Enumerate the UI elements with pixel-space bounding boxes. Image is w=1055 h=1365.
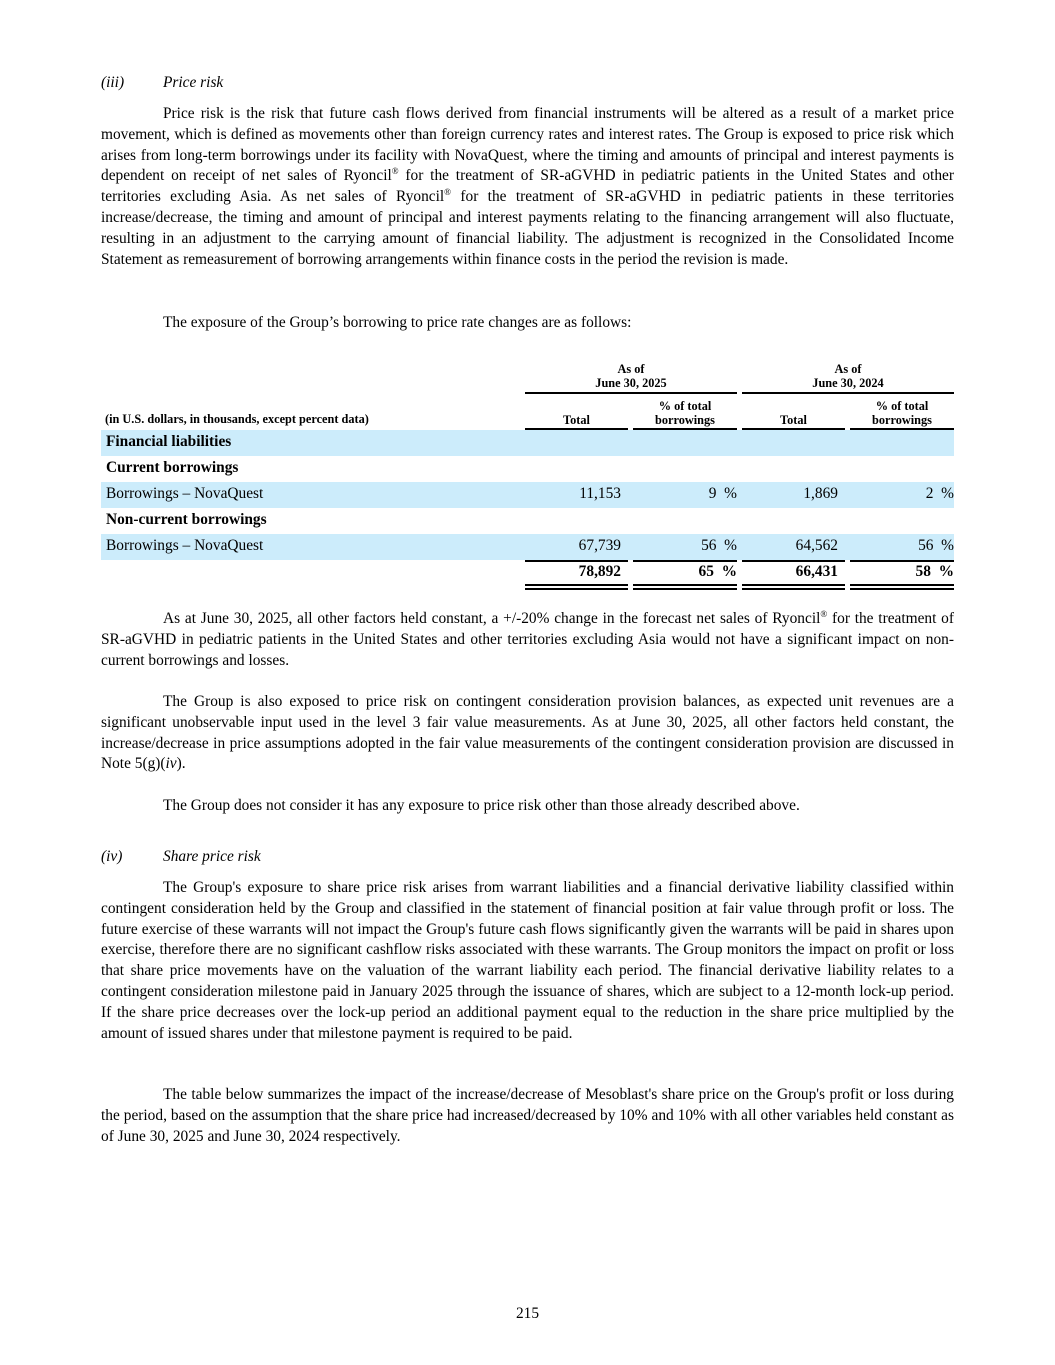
column-header-pct-2025: % of total borrowings bbox=[633, 398, 737, 430]
section-title: Share price risk bbox=[163, 848, 261, 865]
table-unit-label: (in U.S. dollars, in thousands, except percent data) bbox=[105, 412, 369, 426]
double-underline bbox=[742, 584, 845, 590]
table-row-financial-liabilities: Financial liabilities bbox=[101, 430, 954, 456]
registered-mark: ® bbox=[391, 166, 399, 177]
section-heading-price-risk bbox=[101, 74, 223, 92]
cell-total-2024: 1,869 bbox=[803, 485, 838, 502]
divider bbox=[525, 560, 628, 562]
cell-total-2025: 78,892 bbox=[578, 563, 621, 580]
section-number: (iii) bbox=[101, 74, 125, 91]
cell-pct-2025: 65 % bbox=[698, 563, 737, 580]
column-header-total-2024: Total bbox=[742, 398, 845, 430]
paragraph-no-other-exposure: The Group does not consider it has any exposure to price risk other than those already described above. bbox=[163, 797, 800, 814]
paragraph-exposure-intro: The exposure of the Group’s borrowing to price rate changes are as follows: bbox=[163, 314, 632, 331]
column-group-2024: As of June 30, 2024 bbox=[742, 362, 954, 394]
section-title: Price risk bbox=[163, 74, 224, 91]
cell-total-2024: 66,431 bbox=[795, 563, 838, 580]
column-header-total-2025: Total bbox=[525, 398, 628, 430]
cell-total-2025: 67,739 bbox=[578, 537, 621, 554]
divider bbox=[742, 560, 845, 562]
cell-pct-2025: 56 % bbox=[701, 537, 737, 554]
section-heading-share-price-risk bbox=[101, 848, 261, 866]
cell-pct-2024: 58 % bbox=[915, 563, 954, 580]
page-number: 215 bbox=[515, 1305, 540, 1322]
section-number: (iv) bbox=[101, 848, 123, 865]
table-header bbox=[101, 362, 954, 430]
double-underline bbox=[850, 584, 954, 590]
cell-total-2025: 11,153 bbox=[579, 485, 621, 502]
cell-pct-2025: 9 % bbox=[708, 485, 737, 502]
column-group-2025: As of June 30, 2025 bbox=[525, 362, 737, 394]
double-underline bbox=[525, 584, 628, 590]
paragraph-price-risk-definition: Price risk is the risk that future cash flows derived from financial instruments will be altered as a result of a market price movement, which is defined as movements other than foreign currency rates and interest rates. The Group is exposed to price risk which arises from long-term borrowings under its facility with NovaQuest, where the timing and amounts of principal and interest payments is dependent on receipt of net sales of Ryoncil® for the treatment of SR-aGVHD in pediatric patients in the United States and other territories excluding Asia. As net sales of Ryoncil® for the treatment of SR-aGVHD in pediatric patients in these territories increase/decrease, the timing and amount of principal and interest payments relating to the financing arrangement will also fluctuate, resulting in an adjustment to the carrying amount of financial liability. The adjustment is recognized in the Consolidated Income Statement as remeasurement of borrowing arrangements within finance costs in the period the revision is made. bbox=[101, 105, 954, 268]
table-row-non-current-borrowings: Non-current borrowings bbox=[106, 511, 267, 528]
registered-mark: ® bbox=[820, 609, 828, 619]
table-row-total bbox=[101, 560, 954, 586]
registered-mark: ® bbox=[444, 187, 452, 198]
cell-pct-2024: 2 % bbox=[925, 485, 954, 502]
divider bbox=[850, 560, 954, 562]
double-underline bbox=[633, 584, 737, 590]
table-row-current-borrowings: Current borrowings bbox=[106, 459, 239, 476]
paragraph-share-price-exposure: The Group's exposure to share price risk arises from warrant liabilities and a financial derivative liability classified within contingent consideration held by the Group and classified in the statement of financial position at fair value through profit or loss. The future exercise of these warrants will not impact the Group's future cash flows significantly given the warrants will be paid in shares upon exercise, therefore there are no significant cashflow risks associated with these warrants. The Group monitors the impact on profit or loss that share price movements have on the valuation of the warrant liability each period. The financial derivative liability relates to a contingent consideration milestone paid in January 2025 through the issuance of shares, which are subject to a 12-month lock-up period. If the share price decreases over the lock-up period an additional payment equal to the reduction in the share price multiplied by the amount of issued shares under that milestone payment is required to be paid. bbox=[101, 879, 954, 1042]
borrowings-exposure-table bbox=[101, 362, 954, 586]
table-row-non-current-novaquest: Borrowings – NovaQuest 67,739 56 % 64,562 56 % bbox=[101, 534, 954, 560]
paragraph-share-price-table-intro: The table below summarizes the impact of the increase/decrease of Mesoblast's share price on the Group's profit or loss during the period, based on the assumption that the share price had increased/decreased by 10% and 10% with all other variables held constant as of June 30, 2025 and June 30, 2024 respectively. bbox=[101, 1086, 954, 1145]
paragraph-contingent-consideration: The Group is also exposed to price risk on contingent consideration provision balances, as expected unit revenues are a significant unobservable input used in the level 3 fair value measurements. As at June 30, 2025, all other factors held constant, the increase/decrease in price assumptions adopted in the fair value measurements of the contingent consideration provision are discussed in Note 5(g)(iv). bbox=[101, 693, 954, 773]
cell-pct-2024: 56 % bbox=[918, 537, 954, 554]
paragraph-sensitivity-forecast: As at June 30, 2025, all other factors held constant, a +/-20% change in the forecast net sales of Ryoncil® for the treatment of SR-aGVHD in pediatric patients in the United States and other territories excluding Asia would not have a significant impact on non-current borrowings and losses. bbox=[101, 609, 955, 669]
cell-total-2024: 64,562 bbox=[795, 537, 838, 554]
divider bbox=[633, 560, 737, 562]
column-header-pct-2024: % of total borrowings bbox=[850, 398, 954, 430]
table-row-current-novaquest: Borrowings – NovaQuest 11,153 9 % 1,869 2 % bbox=[101, 482, 954, 508]
